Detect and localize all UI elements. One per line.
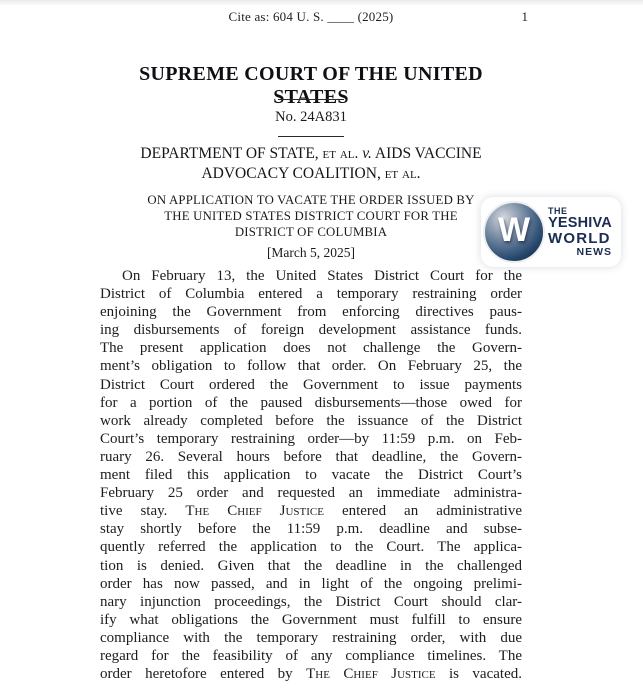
running-head-cite: Cite as: 604 U. S. ____ (2025) <box>228 9 394 24</box>
ywn-wordmark-news: NEWS <box>576 246 612 258</box>
body-line: February 25 order and requested an immediate administra- <box>100 485 522 502</box>
body-line: enjoining the Government from enforcing directives paus- <box>100 304 522 321</box>
ywn-wordmark <box>548 206 618 258</box>
body-line: stay shortly before the 11:59 p.m. deadline and subse- <box>100 521 522 538</box>
body-line: ruary 26. Several hours before that deadline, the Govern- <box>100 448 522 465</box>
body-line: ment filed this application to vacate the District Court’s <box>100 467 522 484</box>
case-title-line: ADVOCACY COALITION, et al. <box>201 164 421 182</box>
body-line: Court’s temporary restraining order—by 11:59 p.m. on Feb- <box>100 430 522 447</box>
body-line: order heretofore entered by The Chief Justice is vacated. <box>100 666 522 683</box>
body-line: tive stay. The Chief Justice entered an administrative <box>100 503 522 520</box>
ywn-wordmark-the: THE <box>548 206 568 216</box>
yeshiva-world-news-logo <box>481 197 621 267</box>
body-line: quently referred the application to the Court. The applica- <box>100 539 522 556</box>
body-line: compliance with the temporary restraining order, with due <box>100 629 522 646</box>
body-line: ing disbursements of foreign development assistance funds. <box>100 322 522 339</box>
body-line: tion is denied. Given that the deadline in the challenged <box>100 557 522 574</box>
ywn-wordmark-yeshiva: YESHIVA <box>548 215 612 231</box>
body-line: for a portion of the paused disbursements—those owed for <box>100 394 522 411</box>
ywn-wordmark-world: WORLD <box>548 230 611 247</box>
ywn-w-glyph: W <box>497 211 531 249</box>
docket-number: No. 24A831 <box>275 109 347 125</box>
divider-rule <box>278 99 344 100</box>
application-line: ON APPLICATION TO VACATE THE ORDER ISSUED BY <box>147 193 475 207</box>
body-line: The present application does not challenge the Govern- <box>100 340 522 357</box>
case-title-line: DEPARTMENT OF STATE, et al. v. AIDS VACCINE <box>140 145 482 162</box>
court-title: SUPREME COURT OF THE UNITED STATES <box>139 63 483 108</box>
body-line: nary injunction proceedings, the District Court should clar- <box>100 593 522 610</box>
body-line: On February 13, the United States District Court for the <box>122 268 522 284</box>
case-title <box>100 144 522 183</box>
body-line: District of Columbia entered a temporary restraining order <box>100 286 522 303</box>
application-heading <box>100 192 522 241</box>
top-edge-strip <box>0 0 643 5</box>
body-line: regard for the feasibility of any compliance timelines. The <box>100 647 522 664</box>
opinion-body <box>100 267 522 683</box>
divider-rule <box>278 136 344 137</box>
application-line: THE UNITED STATES DISTRICT COURT FOR THE <box>164 209 458 224</box>
application-line: DISTRICT OF COLUMBIA <box>234 225 388 240</box>
body-line: ify what obligations the Government must fulfill to ensure <box>100 611 522 628</box>
decision-date: [March 5, 2025] <box>266 245 356 260</box>
ywn-monogram-icon <box>483 201 545 263</box>
page-number: 1 <box>521 9 528 24</box>
body-line: ment’s obligation to follow that order. On February 25, the <box>100 358 522 375</box>
body-line: District Court ordered the Government to issue payments <box>100 376 522 393</box>
body-line: work already completed before the issuance of the District <box>100 412 522 429</box>
body-line: order has now passed, and in light of the ongoing prelimi- <box>100 575 522 592</box>
